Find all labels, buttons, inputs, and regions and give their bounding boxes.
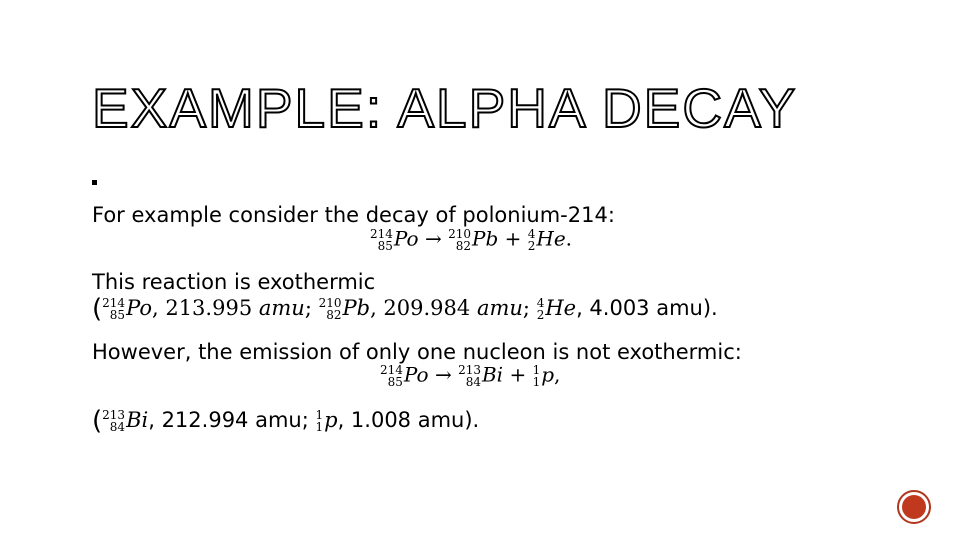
he-mass: , 4.003 amu). [576, 296, 718, 320]
nuclide-po-214: 214 85 [370, 227, 393, 253]
logo-inner [902, 495, 926, 519]
symbol-he: He [545, 296, 577, 320]
exothermic-line: This reaction is exothermic [92, 270, 376, 294]
alpha-decay-equation [370, 228, 572, 252]
pb-mass: , 209.984 [370, 296, 477, 320]
symbol-pb: Pb [342, 296, 371, 320]
unit-amu: amu [258, 296, 305, 320]
arrow: → [434, 362, 452, 387]
p-mass: , 1.008 amu). [337, 408, 480, 432]
nuclide-bi-213: 213 84 [102, 408, 126, 434]
symbol-he: He [536, 226, 566, 251]
slide-title: EXAMPLE: ALPHA DECAY [92, 77, 798, 139]
separator: ; [522, 296, 530, 320]
symbol-po: Po [393, 226, 419, 251]
plus-sign: + [509, 362, 527, 387]
equation-end: , [554, 362, 561, 387]
logo-icon [897, 490, 931, 524]
symbol-po: Po [403, 362, 429, 387]
mass-values-line [92, 296, 718, 322]
intro-line: For example consider the decay of polonium-214: [92, 203, 615, 227]
equation-end: . [565, 226, 573, 251]
unit-amu: amu [476, 296, 523, 320]
symbol-p: p [324, 408, 338, 432]
nuclide-po-214: 214 85 [380, 363, 403, 389]
nuclide-po-214: 214 85 [102, 296, 126, 322]
symbol-p: p [541, 362, 555, 387]
symbol-pb: Pb [471, 226, 499, 251]
nuclide-pb-210: 210 82 [318, 296, 342, 322]
separator: ; [304, 296, 312, 320]
open-paren: ( [92, 294, 103, 324]
plus-sign: + [504, 226, 522, 251]
arrow: → [424, 226, 442, 251]
nuclide-p-1: 1 1 [315, 408, 324, 434]
po-mass: , 213.995 [151, 296, 259, 320]
bi-mass: , 212.994 amu; [148, 408, 316, 432]
symbol-bi: Bi [481, 362, 504, 387]
nuclide-p-1: 1 1 [532, 363, 541, 389]
nucleon-emission-line: However, the emission of only one nucleon is not exothermic: [92, 340, 742, 364]
nuclide-pb-210: 210 82 [448, 227, 471, 253]
bi-mass-line [92, 408, 479, 434]
open-paren: ( [92, 406, 103, 436]
nuclide-he-4: 4 2 [527, 227, 536, 253]
nucleon-emission-equation [380, 364, 560, 388]
nuclide-bi-213: 213 84 [458, 363, 481, 389]
bullet-marker [92, 180, 97, 185]
nuclide-he-4: 4 2 [536, 296, 545, 322]
symbol-po: Po [126, 296, 152, 320]
symbol-bi: Bi [126, 408, 149, 432]
